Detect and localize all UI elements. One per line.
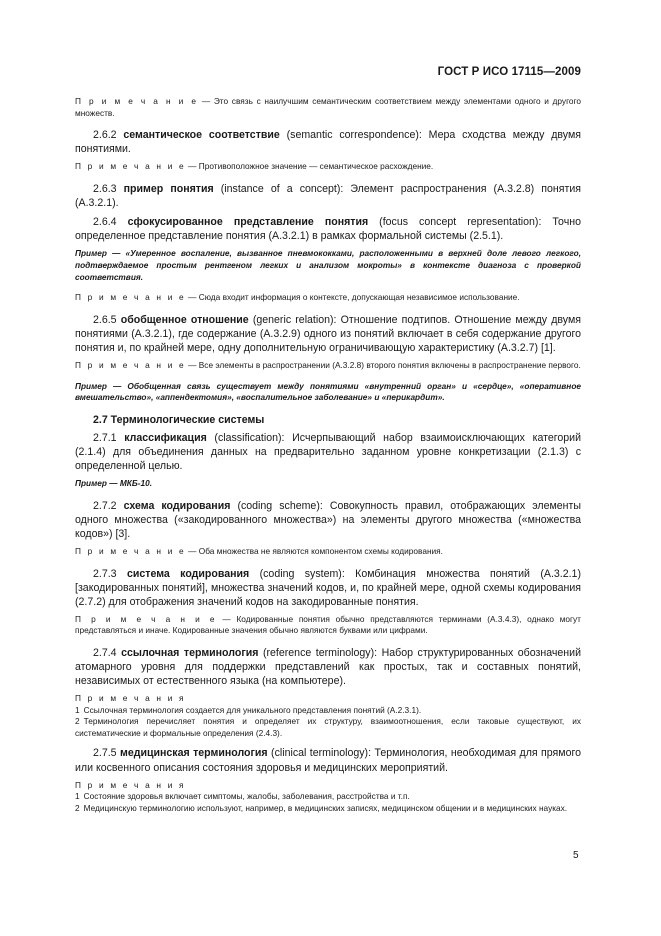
notes-label: П р и м е ч а н и я [75,693,186,704]
clause-number: 2.7.2 [93,499,117,512]
notes-block [75,693,581,739]
definition-text: (coding system): Комбинация множества понятий (А.3.2.1) [закодированных понятий], множества значений кодов, и, по крайней мере, одной схемы кодирования (2.7.2) для отображения значений кодов на закодированные понятия. [75,567,581,608]
notes-block [75,780,581,815]
example-text: «Умеренное воспаление, вызванное пневмококками, расположенными в верхней доле левого легкого, подтверждаемое простым рентгеном легких и анализом мокроты» в контексте диагноза с проверкой соответствия. [75,248,581,282]
note-text: — Противоположное значение — семантическое расхождение. [188,161,434,172]
definition-2-6-4 [75,215,581,243]
note-text: Медицинскую терминологию используют, например, в медицинских записях, медицинском общении и в медицинских науках. [83,802,568,813]
note-label: П р и м е ч а н и е [75,545,186,556]
example-label: Пример — [75,380,122,391]
note-paragraph [75,96,581,119]
note-text: Терминология перечисляет понятия и определяет их структуру, взаимоотношения, если таковые существуют, их систематические и формальные определения (2.4.3). [75,716,581,738]
note-text: — Кодированные понятия обычно представляются терминами (А.3.4.3), однако могут представляться и иначе. Кодированные значения обычно являются буквами или цифрами. [75,613,581,636]
term: ссылочная терминология [121,647,259,659]
standard-header: ГОСТ Р ИСО 17115—2009 [437,66,581,78]
definition-text: (reference terminology): Набор структурированных обозначений атомарного уровня для поддержки представлений как простых, так и составных понятий, независимых от естественного языка (на компьютере). [75,647,581,688]
note-item [75,705,581,717]
term: семантическое соответствие [123,129,280,142]
definition-2-7-5 [75,746,581,774]
term: сфокусированное представление понятия [127,216,369,229]
page-number: 5 [573,850,579,861]
definition-text: (instance of a concept): Элемент распространения (А.3.2.8) понятия (А.3.2.1). [75,182,581,210]
example-label: Пример — [75,248,121,259]
note-text: — Все элементы в распространении (А.3.2.8) второго понятия включены в распространение первого. [188,360,581,370]
page-content [75,96,581,821]
clause-number: 2.6.3 [93,182,117,195]
clause-number: 2.6.5 [93,313,117,326]
note-number: 1 [75,704,80,715]
note-number: 2 [75,716,80,727]
note-text: — Это связь с наилучшим семантическим соответствием между элементами одного и другого множеств. [75,96,581,118]
definition-2-7-4 [75,646,581,688]
note-number: 1 [75,791,80,802]
example-paragraph [75,248,581,283]
note-text: — Сюда входит информация о контексте, допускающая независимое использование. [188,292,520,303]
example-label: Пример — [75,478,118,489]
definition-text: (generic relation): Отношение подтипов. Отношение между двумя понятиями (А.3.2.1), где содержание (А.3.2.9) одного из понятий включает в себя содержание другого понятия и, по крайней мере, одну дополнительную ограничивающую характеристику (А.3.2.7) [1]. [75,313,581,354]
note-paragraph [75,292,581,304]
term: классификация [124,431,207,444]
note-label: П р и м е ч а н и е [75,613,217,624]
definition-text: (clinical terminology): Терминология, необходимая для прямого или косвенного описания состояния здоровья и медицинских мероприятий. [75,747,581,774]
note-text: Состояние здоровья включает симптомы, жалобы, заболевания, расстройства и т.п. [83,791,410,802]
notes-label: П р и м е ч а н и я [75,779,186,790]
note-paragraph [75,546,581,558]
example-text: МКБ-10. [117,478,153,489]
example-paragraph [75,478,581,490]
definition-text: (coding scheme): Совокупность правил, отображающих элементы одного множества («закодированного множества») на элементы другого множества («множества кодов») [3]. [75,499,581,540]
definition-2-7-1 [75,431,581,473]
note-number: 2 [75,802,80,813]
term: система кодирования [126,567,250,580]
note-paragraph [75,161,581,173]
clause-number: 2.6.2 [93,129,117,142]
definition-2-7-2 [75,499,581,541]
clause-number: 2.7.3 [93,567,117,580]
note-paragraph [75,360,581,372]
note-text: Ссылочная терминология создается для уникального представления понятий (А.2.3.1). [83,704,422,715]
definition-text: (semantic correspondence): Мера сходства между двумя понятиями. [75,129,581,156]
definition-2-7-3 [75,567,581,609]
note-label: П р и м е ч а н и е [75,360,186,370]
clause-number: 2.7.5 [93,747,117,760]
term: схема кодирования [123,499,231,512]
definition-text: (classification): Исчерпывающий набор взаимоисключающих категорий (2.1.4) для объединения данных на предварительно заданном уровне конкретизации (2.1.3) с определенной целью. [75,431,581,472]
term: пример понятия [123,182,214,195]
term: медицинская терминология [120,747,268,760]
definition-2-6-2 [75,128,581,156]
note-item [75,803,581,815]
definition-2-6-5 [75,313,581,355]
note-item [75,791,581,803]
note-label: П р и м е ч а н и е [75,161,186,172]
example-text: Обобщенная связь существует между понятиями «внутренний орган» и «сердце», «оперативное вмешательство», «аппендектомия», «воспалительное заболевание» и «перикардит». [75,380,581,403]
note-label: П р и м е ч а н и е [75,292,186,303]
clause-number: 2.7.4 [93,647,117,659]
term: обобщенное отношение [120,313,249,326]
example-paragraph [75,381,581,404]
section-heading-2-7: 2.7 Терминологические системы [93,413,265,426]
note-paragraph [75,614,581,637]
clause-number: 2.6.4 [93,216,117,229]
note-text: — Оба множества не являются компонентом схемы кодирования. [188,545,443,556]
definition-2-6-3 [75,182,581,210]
clause-number: 2.7.1 [93,431,117,444]
definition-text: (focus concept representation): Точно определенное представление понятия (А.3.2.1) в рамках формальной системы (2.5.1). [75,216,581,243]
note-item [75,716,581,739]
note-label: П р и м е ч а н и е [75,96,199,106]
